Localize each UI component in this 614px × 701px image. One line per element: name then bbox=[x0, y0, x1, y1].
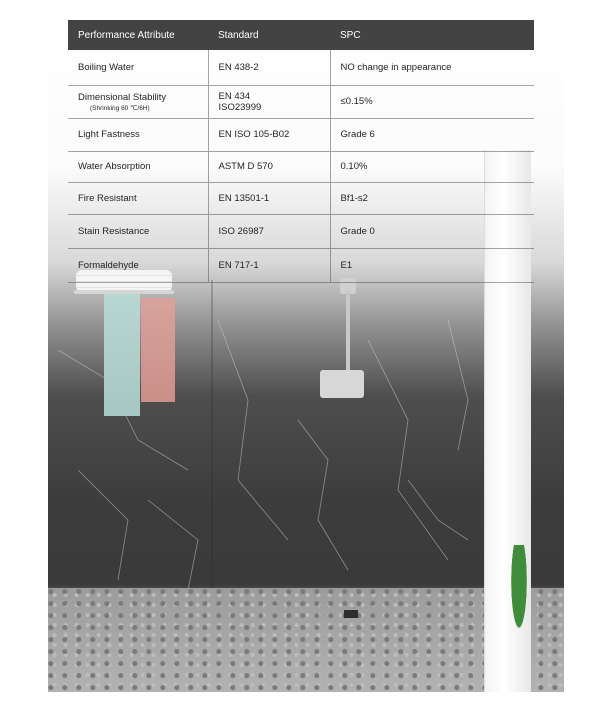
table-row bbox=[68, 214, 534, 248]
standard-cell bbox=[208, 85, 330, 118]
attribute-cell: Water Absorption bbox=[68, 151, 208, 182]
attribute-cell: Stain Resistance bbox=[68, 214, 208, 248]
blue-towel bbox=[104, 294, 140, 416]
performance-table bbox=[68, 20, 534, 283]
table-row bbox=[68, 182, 534, 214]
standard-cell: EN 438-2 bbox=[208, 50, 330, 85]
attribute-text: Dimensional Stability bbox=[78, 91, 167, 103]
table-row bbox=[68, 151, 534, 182]
spc-cell: Grade 6 bbox=[330, 118, 534, 151]
standard-cell: EN 13501-1 bbox=[208, 182, 330, 214]
attribute-cell: Light Fastness bbox=[68, 118, 208, 151]
spc-cell: Grade 0 bbox=[330, 214, 534, 248]
floor-drain bbox=[344, 610, 358, 618]
pink-towel bbox=[141, 298, 175, 402]
spc-cell: NO change in appearance bbox=[330, 50, 534, 85]
attribute-cell: Boiling Water bbox=[68, 50, 208, 85]
table-row bbox=[68, 50, 534, 85]
spc-cell: 0.10% bbox=[330, 151, 534, 182]
header-standard: Standard bbox=[208, 20, 330, 50]
standard-cell: EN 717-1 bbox=[208, 248, 330, 282]
standard-cell: ASTM D 570 bbox=[208, 151, 330, 182]
standard-text: EN 434 bbox=[218, 90, 251, 102]
header-spc: SPC bbox=[330, 20, 534, 50]
attribute-cell: Fire Resistant bbox=[68, 182, 208, 214]
spc-cell: ≤0.15% bbox=[330, 85, 534, 118]
attribute-cell bbox=[68, 85, 208, 118]
spc-cell: Bf1-s2 bbox=[330, 182, 534, 214]
header-performance-attribute: Performance Attribute bbox=[68, 20, 208, 50]
plant bbox=[510, 545, 528, 635]
attribute-cell: Formaldehyde bbox=[68, 248, 208, 282]
shower-valve bbox=[320, 370, 364, 398]
table-row bbox=[68, 85, 534, 118]
table-row bbox=[68, 118, 534, 151]
table-row bbox=[68, 248, 534, 282]
table-header-row bbox=[68, 20, 534, 50]
standard-text-line2: ISO23999 bbox=[218, 101, 262, 113]
spc-cell: E1 bbox=[330, 248, 534, 282]
attribute-note: (Shrinking 80 ℃/6H) bbox=[90, 104, 150, 112]
standard-cell: ISO 26987 bbox=[208, 214, 330, 248]
standard-cell: EN ISO 105-B02 bbox=[208, 118, 330, 151]
